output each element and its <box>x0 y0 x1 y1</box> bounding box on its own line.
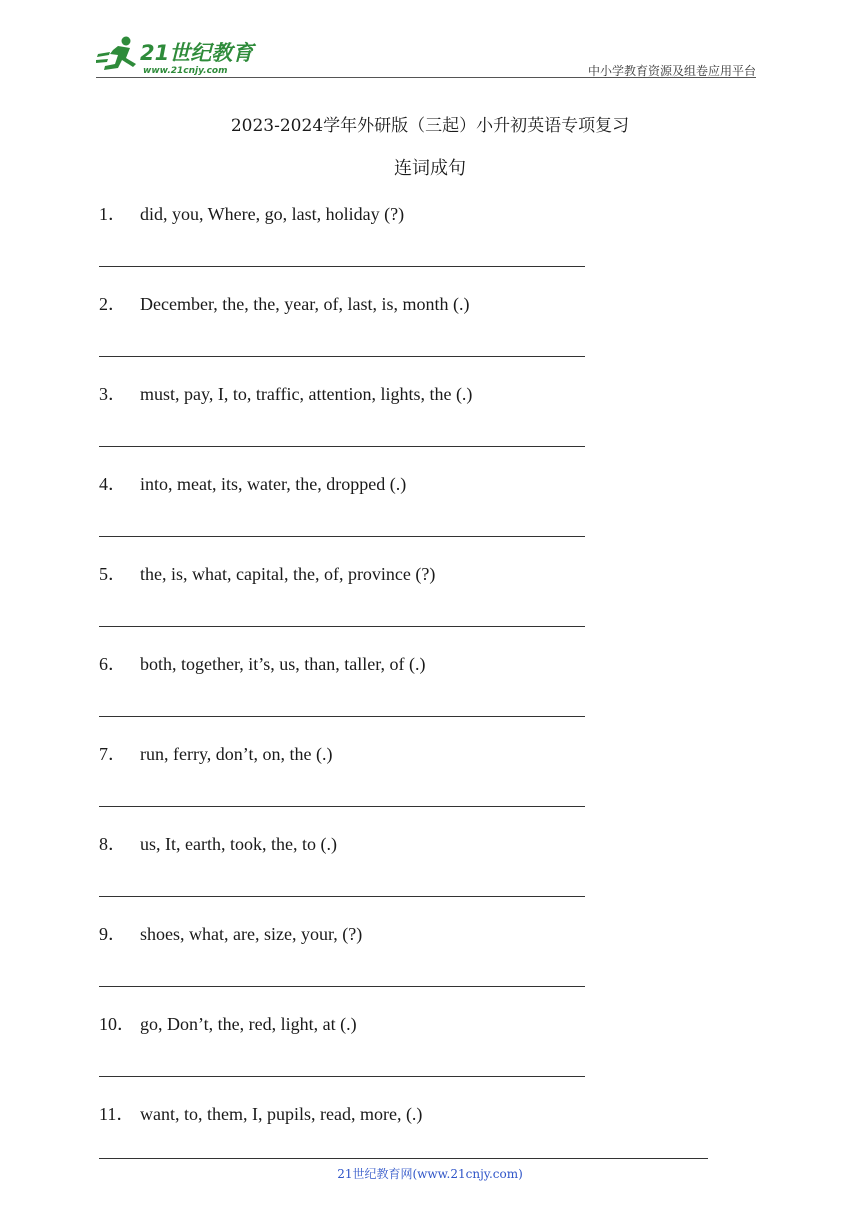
page-subtitle: 连词成句 <box>394 158 466 179</box>
header-platform-text: 中小学教育资源及组卷应用平台 <box>587 64 756 78</box>
question-words: the, is, what, capital, the, of, province (?) <box>140 564 436 584</box>
question-11 <box>99 1100 422 1126</box>
question-number: 3． <box>99 384 126 404</box>
answer-line-6[interactable] <box>99 716 585 717</box>
footer-link[interactable]: 21世纪教育网(www.21cnjy.com) <box>337 1167 523 1181</box>
question-4 <box>99 470 406 496</box>
answer-line-5[interactable] <box>99 626 585 627</box>
logo-text: 21世纪教育 <box>140 41 254 65</box>
question-words: us, It, earth, took, the, to (.) <box>140 834 337 854</box>
question-words: into, meat, its, water, the, dropped (.) <box>140 474 407 494</box>
question-5 <box>99 560 435 586</box>
answer-line-2[interactable] <box>99 356 585 357</box>
question-number: 11． <box>99 1104 135 1124</box>
question-words: shoes, what, are, size, your, (?) <box>140 924 363 944</box>
logo-url: www.21cnjy.com <box>143 66 228 76</box>
question-words: December, the, the, year, of, last, is, month (.) <box>140 294 470 314</box>
answer-line-4[interactable] <box>99 536 585 537</box>
question-number: 7． <box>99 744 126 764</box>
question-8 <box>99 830 337 856</box>
question-10 <box>99 1010 357 1036</box>
answer-line-8[interactable] <box>99 896 585 897</box>
answer-line-1[interactable] <box>99 266 585 267</box>
answer-line-7[interactable] <box>99 806 585 807</box>
question-2 <box>99 290 469 316</box>
answer-line-3[interactable] <box>99 446 585 447</box>
logo-21cnjy-icon <box>96 34 261 76</box>
question-number: 10． <box>99 1014 135 1034</box>
question-number: 5． <box>99 564 126 584</box>
question-words: go, Don’t, the, red, light, at (.) <box>140 1014 357 1034</box>
answer-line-10[interactable] <box>99 1076 585 1077</box>
question-words: must, pay, I, to, traffic, attention, lights, the (.) <box>140 384 473 404</box>
answer-line-9[interactable] <box>99 986 585 987</box>
page-title: 2023-2024学年外研版（三起）小升初英语专项复习 <box>230 116 630 136</box>
header-divider <box>96 77 756 78</box>
question-6 <box>99 650 426 676</box>
question-words: both, together, it’s, us, than, taller, of (.) <box>140 654 426 674</box>
question-number: 9． <box>99 924 126 944</box>
question-9 <box>99 920 362 946</box>
question-number: 8． <box>99 834 126 854</box>
question-3 <box>99 380 472 406</box>
question-words: did, you, Where, go, last, holiday (?) <box>140 204 405 224</box>
question-number: 1． <box>99 204 126 224</box>
question-7 <box>99 740 332 766</box>
question-1 <box>99 200 404 226</box>
question-number: 2． <box>99 294 126 314</box>
question-words: run, ferry, don’t, on, the (.) <box>140 744 333 764</box>
question-words: want, to, them, I, pupils, read, more, (.) <box>140 1104 423 1124</box>
footer-divider <box>99 1158 708 1159</box>
page-header <box>96 34 756 78</box>
question-number: 4． <box>99 474 126 494</box>
question-number: 6． <box>99 654 126 674</box>
